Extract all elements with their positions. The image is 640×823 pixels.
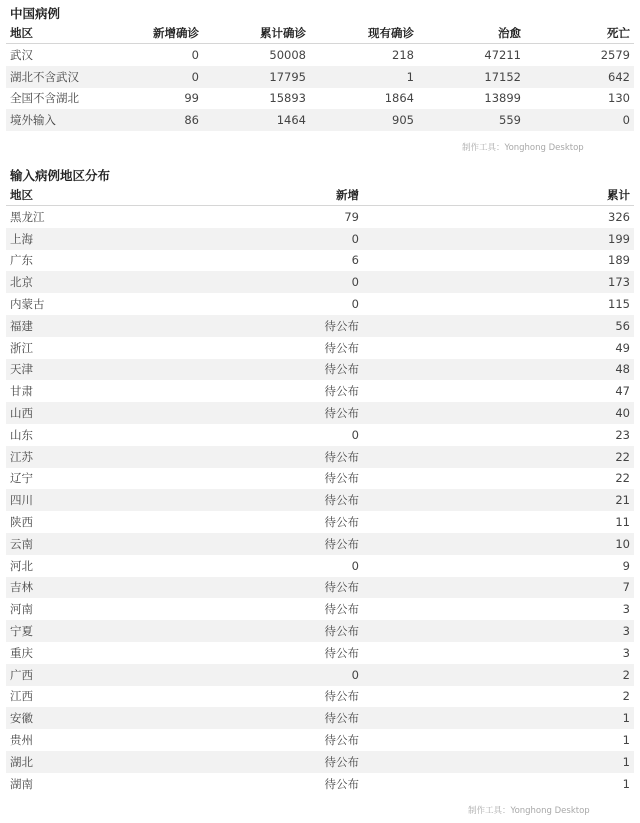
cell-new: 待公布 bbox=[324, 602, 359, 617]
table-row bbox=[6, 66, 634, 88]
cell-new: 待公布 bbox=[324, 645, 359, 660]
cell-cumulative: 10 bbox=[363, 533, 634, 555]
cell-new: 待公布 bbox=[186, 751, 363, 773]
cell-new: 待公布 bbox=[324, 689, 359, 704]
china-footer-credit: 制作工具：Yonghong Desktop bbox=[462, 143, 584, 153]
table-row bbox=[6, 88, 634, 110]
cell-cumulative: 2 bbox=[622, 689, 630, 704]
table-row bbox=[6, 228, 634, 250]
cell-region: 上海 bbox=[6, 228, 186, 250]
cell-region: 黑龙江 bbox=[10, 209, 45, 224]
cell-new: 待公布 bbox=[186, 533, 363, 555]
cell-cumulative: 1 bbox=[363, 707, 634, 729]
cell-new: 待公布 bbox=[324, 384, 359, 399]
table-row bbox=[6, 533, 634, 555]
table-row bbox=[6, 686, 634, 708]
cell-region: 宁夏 bbox=[6, 620, 186, 642]
cell-recovered: 47211 bbox=[484, 47, 521, 62]
cell-region: 江苏 bbox=[6, 446, 186, 468]
table-row bbox=[6, 729, 634, 751]
cell-region: 安徽 bbox=[6, 707, 186, 729]
table-row bbox=[6, 315, 634, 337]
cell-new: 待公布 bbox=[324, 776, 359, 791]
cell-recovered: 13899 bbox=[484, 91, 521, 106]
china-cases-table bbox=[6, 22, 634, 131]
cell-current-confirmed: 905 bbox=[310, 109, 418, 131]
cell-new-confirmed: 0 bbox=[191, 47, 199, 62]
header-current-confirmed: 现有确诊 bbox=[310, 22, 418, 44]
cell-current-confirmed: 1864 bbox=[384, 91, 414, 106]
table-row bbox=[6, 44, 634, 66]
cell-cumulative: 56 bbox=[363, 315, 634, 337]
cell-new: 待公布 bbox=[186, 359, 363, 381]
cell-cumulative: 7 bbox=[363, 577, 634, 599]
table-row bbox=[6, 751, 634, 773]
cell-cumulative: 47 bbox=[615, 384, 630, 399]
cell-cumulative: 11 bbox=[615, 515, 630, 530]
cell-new: 79 bbox=[344, 209, 359, 224]
cell-region: 山东 bbox=[10, 427, 33, 442]
cell-total-confirmed: 15893 bbox=[269, 91, 306, 106]
header-new: 新增 bbox=[186, 184, 363, 206]
table-row bbox=[6, 380, 634, 402]
cell-new: 待公布 bbox=[186, 315, 363, 337]
cell-cumulative: 1 bbox=[622, 733, 630, 748]
cell-region: 湖南 bbox=[10, 776, 33, 791]
table-row bbox=[6, 577, 634, 599]
cell-region: 天津 bbox=[6, 359, 186, 381]
cell-region: 辽宁 bbox=[10, 471, 33, 486]
cell-new: 待公布 bbox=[186, 577, 363, 599]
header-deaths: 死亡 bbox=[525, 22, 634, 44]
table-row bbox=[6, 620, 634, 642]
cell-current-confirmed: 218 bbox=[392, 47, 414, 62]
cell-total-confirmed: 17795 bbox=[203, 66, 310, 88]
cell-cumulative: 115 bbox=[608, 297, 630, 312]
cell-cumulative: 22 bbox=[363, 446, 634, 468]
table-row bbox=[6, 598, 634, 620]
cell-new-confirmed: 86 bbox=[106, 109, 203, 131]
cell-total-confirmed: 50008 bbox=[269, 47, 306, 62]
cell-cumulative: 173 bbox=[363, 271, 634, 293]
table-row bbox=[6, 359, 634, 381]
cell-region: 湖北不含武汉 bbox=[6, 66, 106, 88]
cell-recovered: 559 bbox=[418, 109, 525, 131]
cell-new: 0 bbox=[186, 271, 363, 293]
cell-new: 待公布 bbox=[324, 471, 359, 486]
cell-region: 河南 bbox=[10, 602, 33, 617]
cell-cumulative: 22 bbox=[615, 471, 630, 486]
header-new-confirmed: 新增确诊 bbox=[106, 22, 203, 44]
cell-region: 山西 bbox=[6, 402, 186, 424]
table-row bbox=[6, 271, 634, 293]
cell-region: 北京 bbox=[6, 271, 186, 293]
cell-deaths: 130 bbox=[608, 91, 630, 106]
imported-header-row bbox=[6, 184, 634, 206]
china-header-row bbox=[6, 22, 634, 44]
cell-cumulative: 3 bbox=[622, 602, 630, 617]
cell-new: 待公布 bbox=[324, 340, 359, 355]
cell-cumulative: 2 bbox=[363, 664, 634, 686]
imported-footer-credit: 制作工具：Yonghong Desktop bbox=[468, 806, 590, 816]
table-row bbox=[6, 337, 634, 359]
cell-new: 待公布 bbox=[186, 620, 363, 642]
cell-new: 0 bbox=[351, 427, 359, 442]
cell-region: 四川 bbox=[6, 489, 186, 511]
table-row bbox=[6, 773, 634, 795]
cell-region: 武汉 bbox=[10, 47, 33, 62]
cell-new: 待公布 bbox=[186, 402, 363, 424]
table-row bbox=[6, 664, 634, 686]
table-row bbox=[6, 707, 634, 729]
cell-new: 0 bbox=[186, 664, 363, 686]
cell-cumulative: 21 bbox=[363, 489, 634, 511]
table-row bbox=[6, 402, 634, 424]
cell-recovered: 17152 bbox=[418, 66, 525, 88]
header-region: 地区 bbox=[6, 22, 106, 44]
cell-region: 云南 bbox=[6, 533, 186, 555]
cell-region: 境外输入 bbox=[6, 109, 106, 131]
table-row bbox=[6, 424, 634, 446]
cell-new: 待公布 bbox=[186, 707, 363, 729]
header-recovered: 治愈 bbox=[418, 22, 525, 44]
cell-new-confirmed: 0 bbox=[106, 66, 203, 88]
table-row bbox=[6, 206, 634, 228]
cell-cumulative: 189 bbox=[608, 253, 630, 268]
cell-region: 广西 bbox=[6, 664, 186, 686]
cell-current-confirmed: 1 bbox=[310, 66, 418, 88]
imported-cases-table bbox=[6, 184, 634, 795]
cell-region: 湖北 bbox=[6, 751, 186, 773]
cell-region: 贵州 bbox=[10, 733, 33, 748]
cell-new: 0 bbox=[351, 558, 359, 573]
cell-cumulative: 1 bbox=[622, 776, 630, 791]
cell-cumulative: 326 bbox=[608, 209, 630, 224]
table-row bbox=[6, 642, 634, 664]
table-row bbox=[6, 250, 634, 272]
imported-cases-title: 输入病例地区分布 bbox=[10, 168, 111, 183]
table-row bbox=[6, 555, 634, 577]
cell-region: 浙江 bbox=[10, 340, 33, 355]
header-cumulative: 累计 bbox=[363, 184, 634, 206]
cell-region: 重庆 bbox=[10, 645, 33, 660]
cell-new: 待公布 bbox=[186, 446, 363, 468]
cell-new: 0 bbox=[351, 297, 359, 312]
table-row bbox=[6, 511, 634, 533]
cell-region: 福建 bbox=[6, 315, 186, 337]
cell-region: 广东 bbox=[10, 253, 33, 268]
cell-new: 6 bbox=[351, 253, 359, 268]
table-row bbox=[6, 446, 634, 468]
table-row bbox=[6, 468, 634, 490]
cell-cumulative: 1 bbox=[363, 751, 634, 773]
cell-new: 待公布 bbox=[324, 733, 359, 748]
cell-new: 0 bbox=[186, 228, 363, 250]
cell-cumulative: 3 bbox=[363, 620, 634, 642]
cell-deaths: 642 bbox=[525, 66, 634, 88]
cell-deaths: 2579 bbox=[600, 47, 630, 62]
cell-new: 待公布 bbox=[186, 489, 363, 511]
cell-region: 陕西 bbox=[10, 515, 33, 530]
header-total-confirmed: 累计确诊 bbox=[203, 22, 310, 44]
table-row bbox=[6, 489, 634, 511]
table-row bbox=[6, 293, 634, 315]
cell-region: 吉林 bbox=[6, 577, 186, 599]
cell-new-confirmed: 99 bbox=[184, 91, 199, 106]
cell-deaths: 0 bbox=[525, 109, 634, 131]
cell-region: 全国不含湖北 bbox=[10, 91, 79, 106]
cell-total-confirmed: 1464 bbox=[203, 109, 310, 131]
header-region: 地区 bbox=[6, 184, 186, 206]
cell-new: 待公布 bbox=[324, 515, 359, 530]
cell-region: 甘肃 bbox=[10, 384, 33, 399]
cell-cumulative: 48 bbox=[363, 359, 634, 381]
cell-region: 江西 bbox=[10, 689, 33, 704]
cell-region: 河北 bbox=[10, 558, 33, 573]
cell-region: 内蒙古 bbox=[10, 297, 45, 312]
cell-cumulative: 40 bbox=[363, 402, 634, 424]
cell-cumulative: 23 bbox=[615, 427, 630, 442]
cell-cumulative: 199 bbox=[363, 228, 634, 250]
cell-cumulative: 9 bbox=[622, 558, 630, 573]
cell-cumulative: 49 bbox=[615, 340, 630, 355]
china-cases-title: 中国病例 bbox=[10, 6, 61, 21]
cell-cumulative: 3 bbox=[622, 645, 630, 660]
table-row bbox=[6, 109, 634, 131]
